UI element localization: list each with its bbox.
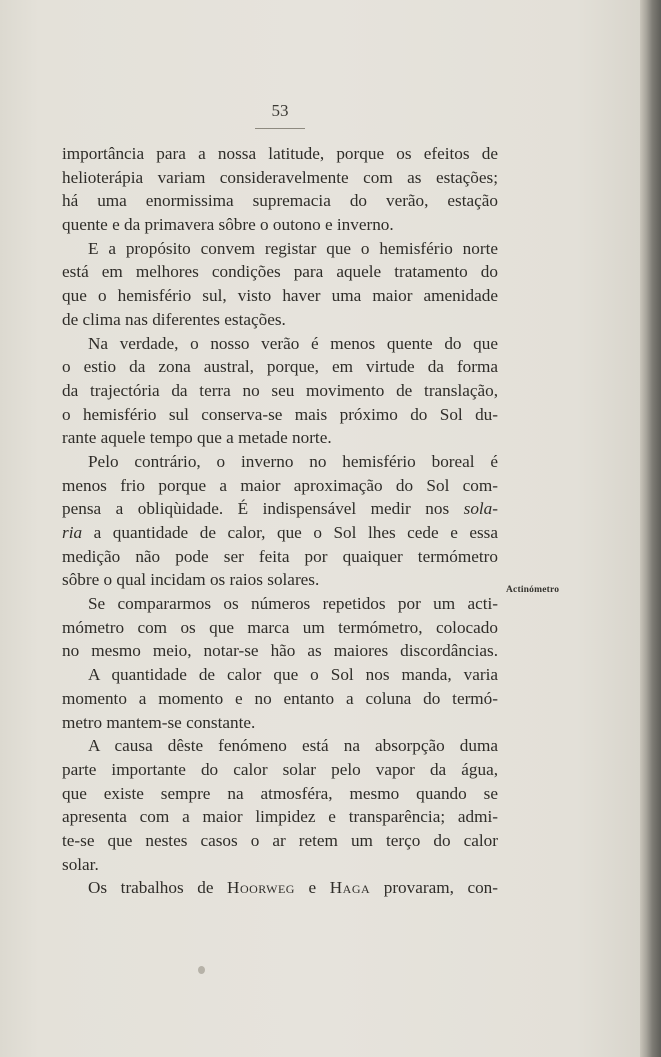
text-line: o estio da zona austral, porque, em virtude da forma	[62, 357, 498, 377]
author-name: Hoorweg	[227, 878, 295, 898]
text-line: E a propósito convem registar que o hemisfério norte	[88, 238, 498, 258]
text-run: Os trabalhos de	[88, 878, 228, 898]
italic-word: ria	[62, 523, 83, 542]
text-line: rante aquele tempo que a metade norte.	[62, 428, 332, 448]
text-line: medição não pode ser feita por quaiquer termómetro	[62, 546, 498, 566]
text-run: a quantidade de calor, que o Sol lhes cede e essa	[82, 523, 498, 542]
text-line: metro mantem-se constante.	[62, 712, 256, 732]
text-line: A causa dêste fenómeno está na absorpção duma	[88, 736, 498, 756]
italic-word: sola-	[463, 499, 498, 519]
text-line: helioterápia variam consideravelmente com as estações;	[62, 167, 498, 187]
text-line: que o hemisfério sul, visto haver uma maior amenidade	[62, 286, 498, 306]
margin-note: Actinómetro	[506, 585, 560, 595]
text-line	[62, 876, 498, 900]
text-line: quente e da primavera sôbre o outono e inverno.	[62, 215, 394, 235]
text-line: momento a momento e no entanto a coluna do termó-	[62, 688, 498, 708]
text-run: pensa a obliqùidade. É indispensável medir nos	[62, 499, 464, 519]
text-line: no mesmo meio, notar-se hão as maiores discordâncias.	[62, 641, 498, 661]
text-line: Na verdade, o nosso verão é menos quente do que	[88, 333, 498, 353]
text-line: há uma enormissima supremacia do verão, estação	[62, 191, 498, 211]
text-line: mómetro com os que marca um termómetro, colocado	[62, 617, 498, 637]
text-line: Pelo contrário, o inverno no hemisfério boreal é	[88, 451, 498, 471]
text-line: o hemisfério sul conserva-se mais próximo do Sol du-	[62, 404, 498, 424]
text-line: solar.	[62, 854, 99, 874]
paper-speck	[198, 966, 205, 974]
text-line: de clima nas diferentes estações.	[62, 309, 286, 329]
text-line: menos frio porque a maior aproximação do Sol com-	[62, 475, 498, 495]
text-line: da trajectória da terra no seu movimento de translação,	[62, 380, 498, 400]
text-line	[62, 497, 498, 521]
text-line: sôbre o qual incidam os raios solares.	[62, 570, 320, 590]
text-line: Se compararmos os números repetidos por um acti-	[88, 594, 498, 614]
text-line: está em melhores condições para aquele tratamento do	[62, 262, 498, 282]
text-line: importância para a nossa latitude, porque os efeitos de	[62, 144, 498, 163]
text-line: apresenta com a maior limpidez e transparência; admi-	[62, 807, 498, 827]
text-line: A quantidade de calor que o Sol nos manda, varia	[88, 665, 498, 685]
header-rule	[255, 128, 305, 129]
text-run: provaram, con-	[370, 878, 499, 898]
text-line: parte importante do calor solar pelo vapor da água,	[62, 759, 498, 779]
body-text	[62, 142, 498, 900]
page-number: 53	[271, 101, 289, 120]
book-edge	[640, 0, 661, 1057]
author-name: Haga	[329, 878, 371, 898]
text-line: te-se que nestes casos o ar retem um terço do calor	[62, 830, 498, 850]
text-run: e	[294, 878, 330, 898]
text-line: que existe sempre na atmosféra, mesmo quando se	[62, 783, 498, 803]
text-line	[62, 521, 498, 545]
